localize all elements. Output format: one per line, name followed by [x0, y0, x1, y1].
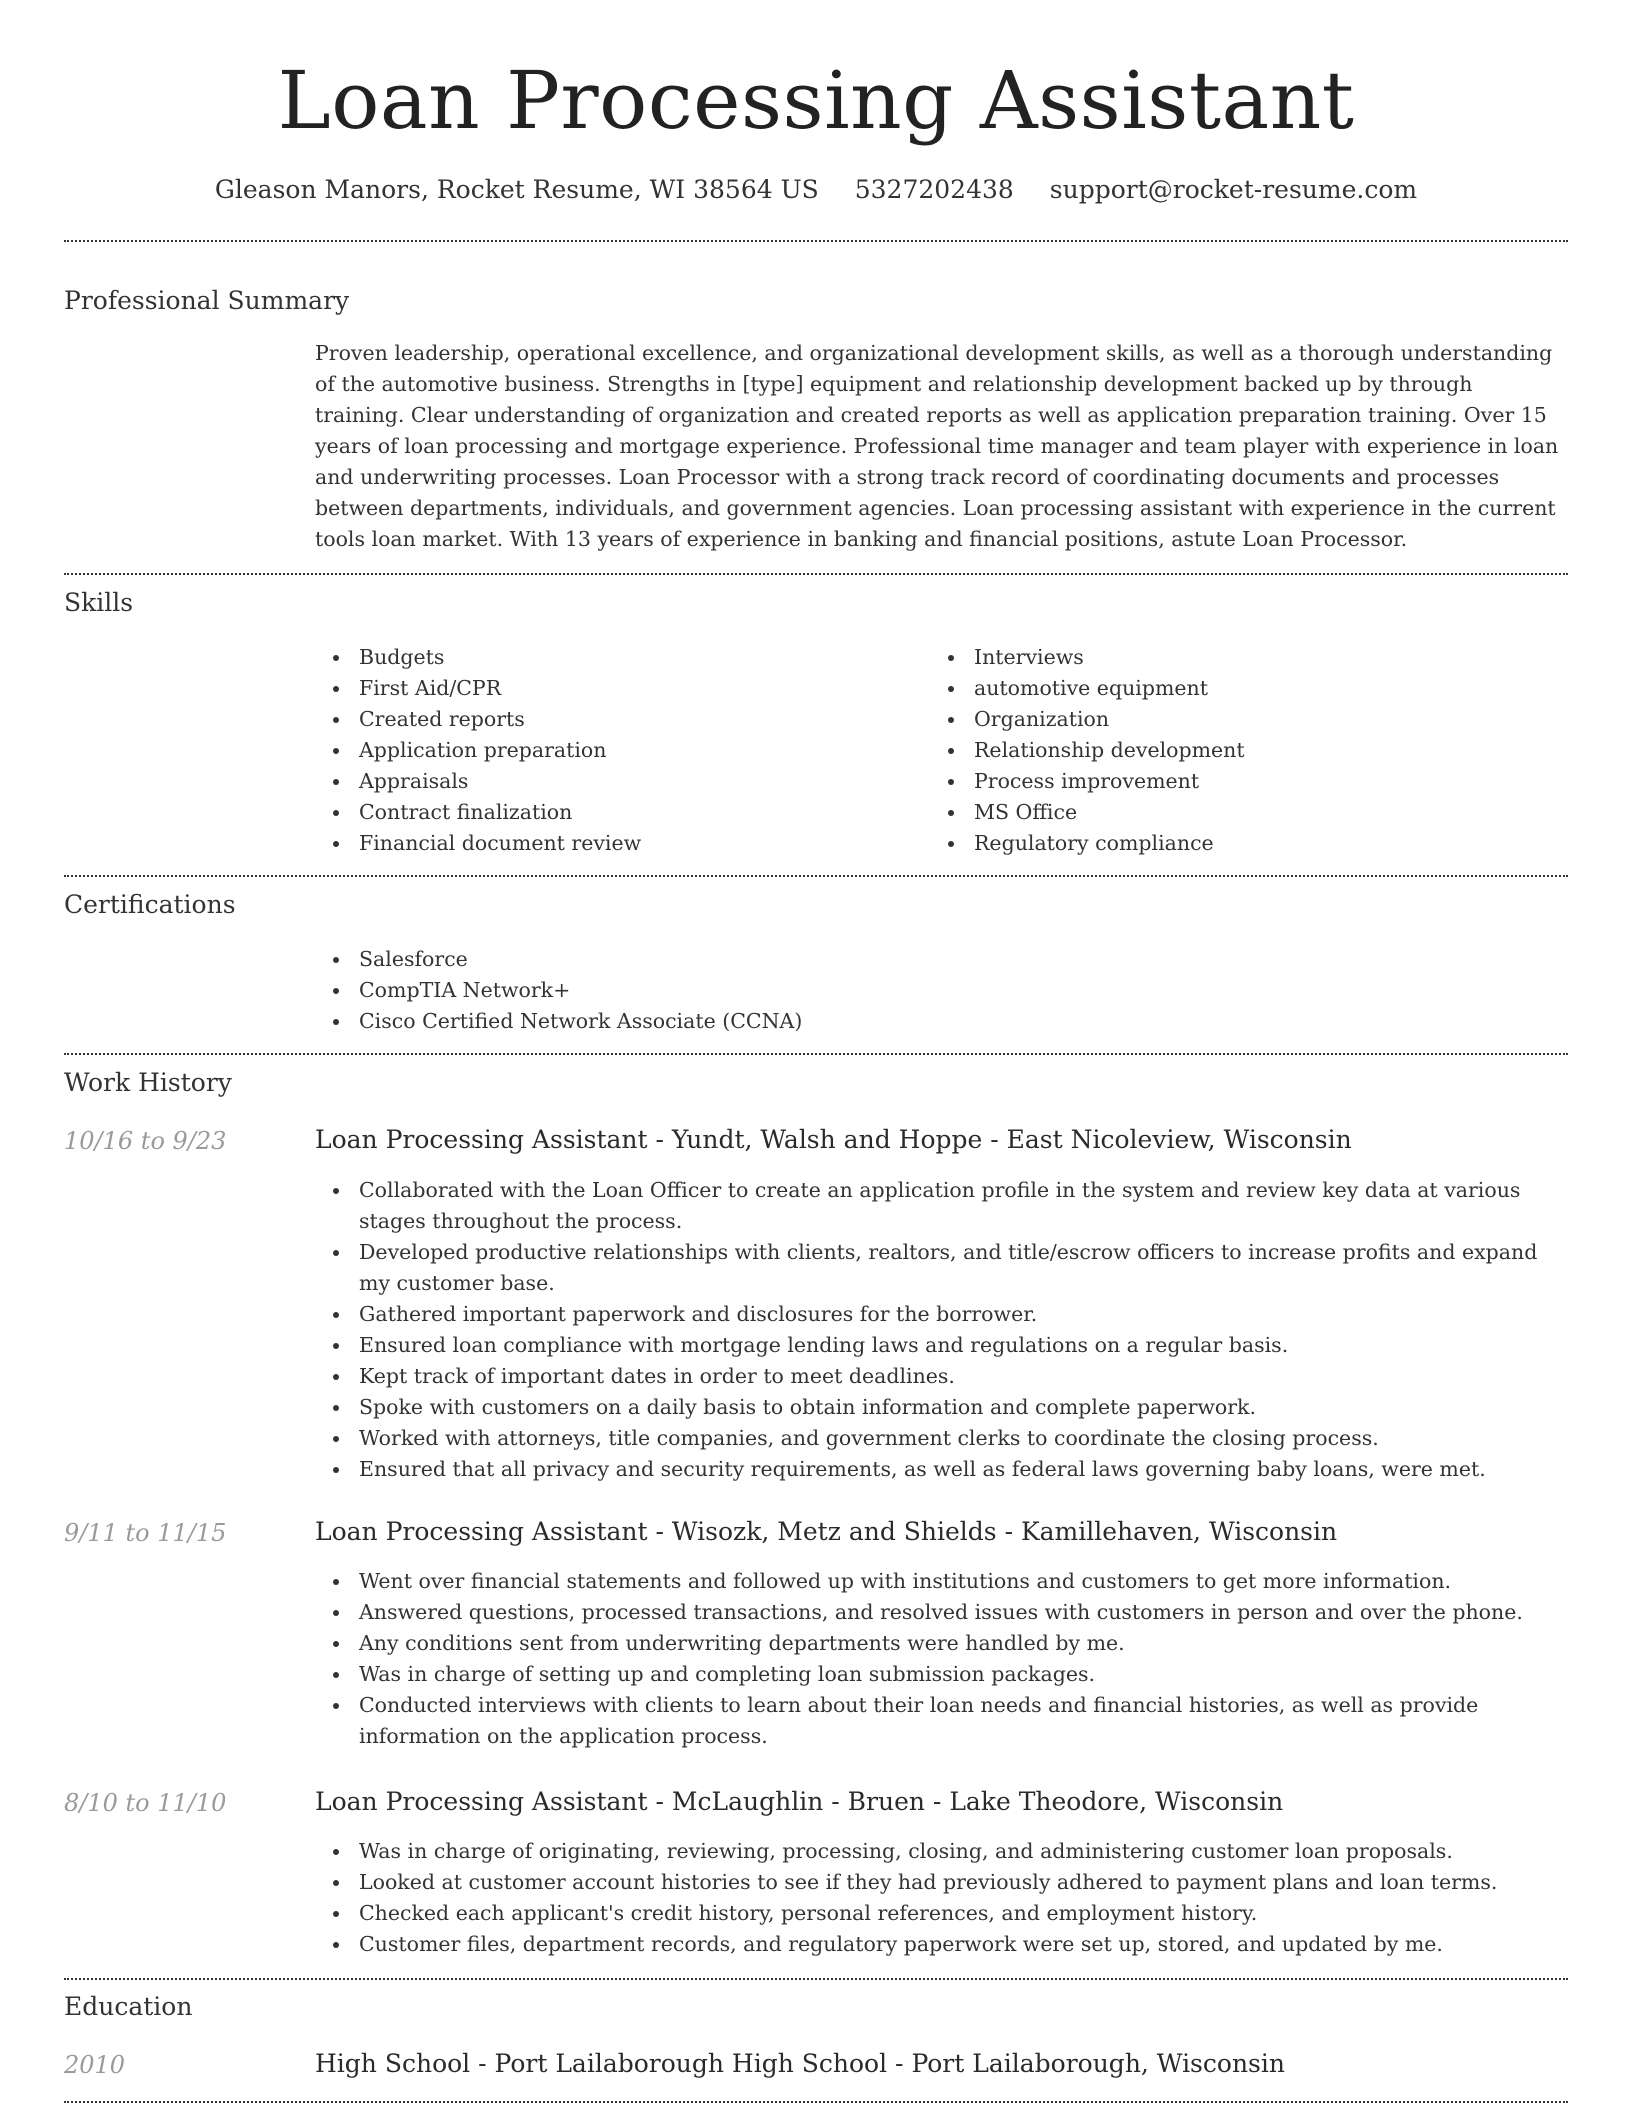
skill-item: Application preparation	[315, 735, 875, 766]
job-title: Loan Processing Assistant - McLaughlin - Bruen - Lake Theodore, Wisconsin	[315, 1787, 1284, 1816]
job-bullet: Collaborated with the Loan Officer to create an application profile in the system and review key data at various stages throughout the process.	[315, 1175, 1568, 1237]
job-bullet: Worked with attorneys, title companies, and government clerks to coordinate the closing process.	[315, 1423, 1568, 1454]
certification-item: Salesforce	[315, 944, 1215, 975]
skill-item: Appraisals	[315, 766, 875, 797]
job-bullet: Kept track of important dates in order to meet deadlines.	[315, 1361, 1568, 1392]
skills-list-left	[315, 642, 875, 859]
job-bullet: Conducted interviews with clients to learn about their loan needs and financial histories, as well as provide information on the application process.	[315, 1690, 1568, 1752]
divider	[64, 2101, 1568, 2103]
skill-item: Relationship development	[930, 735, 1530, 766]
job-bullet: Ensured that all privacy and security requirements, as well as federal laws governing baby loans, were met.	[315, 1454, 1568, 1485]
job-bullets	[315, 1836, 1568, 1960]
skills-list-right	[930, 642, 1530, 859]
job-bullet: Was in charge of originating, reviewing, processing, closing, and administering customer loan proposals.	[315, 1836, 1568, 1867]
job-dates: 10/16 to 9/23	[64, 1127, 227, 1155]
job-bullet: Answered questions, processed transactions, and resolved issues with customers in person and over the phone.	[315, 1597, 1568, 1628]
education-entry: High School - Port Lailaborough High School - Port Lailaborough, Wisconsin	[315, 2049, 1285, 2078]
job-bullet: Checked each applicant's credit history, personal references, and employment history.	[315, 1898, 1568, 1929]
job-title: Loan Processing Assistant - Wisozk, Metz and Shields - Kamillehaven, Wisconsin	[315, 1517, 1338, 1546]
certification-item: Cisco Certified Network Associate (CCNA)	[315, 1006, 1215, 1037]
job-bullet: Was in charge of setting up and completing loan submission packages.	[315, 1659, 1568, 1690]
contact-phone: 5327202438	[854, 175, 1014, 204]
skill-item: Regulatory compliance	[930, 828, 1530, 859]
contact-line	[64, 170, 1568, 210]
job-title: Loan Processing Assistant - Yundt, Walsh and Hoppe - East Nicoleview, Wisconsin	[315, 1125, 1352, 1154]
job-bullet: Developed productive relationships with clients, realtors, and title/escrow officers to increase profits and expand my customer base.	[315, 1237, 1568, 1299]
resume-name: Loan Processing Assistant	[277, 54, 1355, 147]
job-dates: 8/10 to 11/10	[64, 1789, 227, 1817]
section-title-work-history: Work History	[64, 1068, 232, 1097]
divider	[64, 1053, 1568, 1055]
job-bullet: Gathered important paperwork and disclosures for the borrower.	[315, 1299, 1568, 1330]
resume-page	[64, 0, 1568, 2112]
certification-item: CompTIA Network+	[315, 975, 1215, 1006]
job-dates: 9/11 to 11/15	[64, 1519, 227, 1547]
certifications-list	[315, 944, 1215, 1037]
job-bullet: Spoke with customers on a daily basis to obtain information and complete paperwork.	[315, 1392, 1568, 1423]
contact-address: Gleason Manors, Rocket Resume, WI 38564 US	[214, 175, 819, 204]
section-title-skills: Skills	[64, 588, 134, 617]
job-bullet: Went over financial statements and followed up with institutions and customers to get more information.	[315, 1566, 1568, 1597]
job-bullet: Looked at customer account histories to see if they had previously adhered to payment plans and loan terms.	[315, 1867, 1568, 1898]
skill-item: Process improvement	[930, 766, 1530, 797]
summary-text: Proven leadership, operational excellence, and organizational development skills, as well as a thorough understanding of the automotive business. Strengths in [type] equipment and relationship development backed up by through training. Clear understanding of organization and created reports as well as application preparation training. Over 15 years of loan processing and mortgage experience. Professional time manager and team player with experience in loan and underwriting processes. Loan Processor with a strong track record of coordinating documents and processes between departments, individuals, and government agencies. Loan processing assistant with experience in the current tools loan market. With 13 years of experience in banking and financial positions, astute Loan Processor.	[315, 341, 1559, 551]
job-bullet: Any conditions sent from underwriting departments were handled by me.	[315, 1628, 1568, 1659]
job-bullet: Customer files, department records, and regulatory paperwork were set up, stored, and updated by me.	[315, 1929, 1568, 1960]
section-title-summary: Professional Summary	[64, 286, 350, 315]
divider	[64, 875, 1568, 877]
skill-item: Contract finalization	[315, 797, 875, 828]
divider	[64, 573, 1568, 575]
education-year: 2010	[64, 2051, 126, 2079]
job-bullets	[315, 1566, 1568, 1752]
contact-email: support@rocket-resume.com	[1049, 175, 1418, 204]
job-bullet: Ensured loan compliance with mortgage lending laws and regulations on a regular basis.	[315, 1330, 1568, 1361]
section-title-certifications: Certifications	[64, 890, 236, 919]
skill-item: Created reports	[315, 704, 875, 735]
skill-item: Financial document review	[315, 828, 875, 859]
divider	[64, 1978, 1568, 1980]
skill-item: First Aid/CPR	[315, 673, 875, 704]
skill-item: MS Office	[930, 797, 1530, 828]
skill-item: Interviews	[930, 642, 1530, 673]
section-title-education: Education	[64, 1992, 193, 2021]
skill-item: Budgets	[315, 642, 875, 673]
skill-item: Organization	[930, 704, 1530, 735]
skill-item: automotive equipment	[930, 673, 1530, 704]
divider	[64, 240, 1568, 242]
job-bullets	[315, 1175, 1568, 1485]
